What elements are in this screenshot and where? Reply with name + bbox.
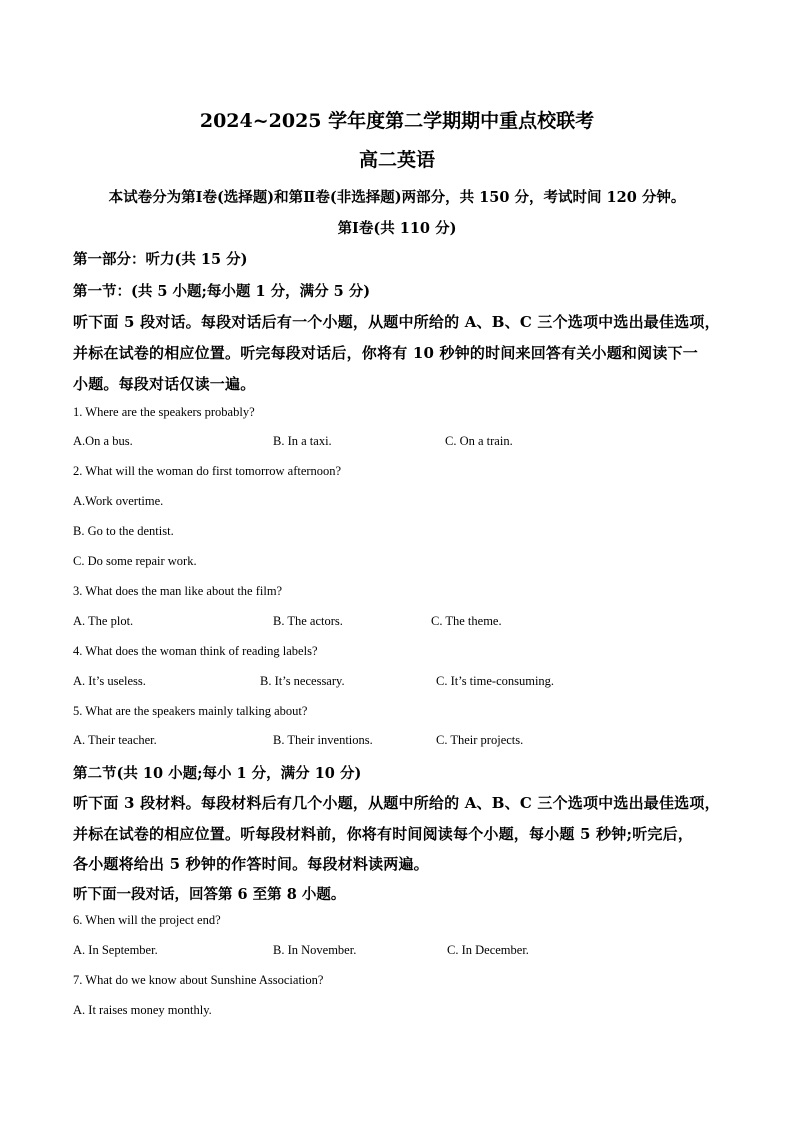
q6-option-a: A. In September. — [73, 943, 158, 957]
q1-option-a: A.On a bus. — [73, 434, 133, 448]
question-3: 3. What does the man like about the film? — [73, 584, 283, 598]
section1-heading: 第一节：(共 5 小题;每小题 1 分，满分 5 分) — [73, 283, 371, 300]
q4-option-a: A. It’s useless. — [73, 674, 146, 688]
q3-option-b: B. The actors. — [273, 614, 343, 628]
question-5: 5. What are the speakers mainly talking about? — [73, 704, 308, 718]
question-4: 4. What does the woman think of reading labels? — [73, 644, 318, 658]
q3-option-a: A. The plot. — [73, 614, 134, 628]
q7-option-a: A. It raises money monthly. — [73, 1003, 212, 1017]
q5-option-b: B. Their inventions. — [273, 733, 373, 747]
section1-instruction-line: 小题。每段对话仅读一遍。 — [73, 375, 256, 393]
volume1-title: 第Ⅰ卷(共 110 分) — [337, 220, 457, 237]
part1-heading: 第一部分：听力(共 15 分) — [73, 251, 248, 268]
section2-instruction-line: 并标在试卷的相应位置。听每段材料前，你将有时间阅读每个小题，每小题 5 秒钟;听完后， — [73, 825, 694, 843]
exam-subject: 高二英语 — [358, 149, 435, 171]
q2-option-a: A.Work overtime. — [73, 494, 164, 508]
q1-option-b: B. In a taxi. — [273, 434, 332, 448]
q6-option-c: C. In December. — [447, 943, 529, 957]
exam-title: 2024~2025 学年度第二学期期中重点校联考 — [199, 110, 595, 132]
question-6: 6. When will the project end? — [73, 913, 221, 927]
question-2: 2. What will the woman do first tomorrow afternoon? — [73, 464, 342, 478]
q6-option-b: B. In November. — [273, 943, 357, 957]
q4-option-c: C. It’s time-consuming. — [436, 674, 555, 688]
question-7: 7. What do we know about Sunshine Association? — [73, 973, 324, 987]
section2-instruction-line: 听下面 3 段材料。每段材料后有几个小题，从题中所给的 A、B、C 三个选项中选出最佳选项， — [73, 794, 720, 812]
q1-option-c: C. On a train. — [445, 434, 513, 448]
q2-option-c: C. Do some repair work. — [73, 554, 197, 568]
section2-heading: 第二节(共 10 小题;每小 1 分，满分 10 分) — [73, 765, 362, 782]
q5-option-a: A. Their teacher. — [73, 733, 157, 747]
section2-subheading: 听下面一段对话，回答第 6 至第 8 小题。 — [73, 886, 346, 903]
q2-option-b: B. Go to the dentist. — [73, 524, 174, 538]
q3-option-c: C. The theme. — [431, 614, 502, 628]
q4-option-b: B. It’s necessary. — [260, 674, 345, 688]
section1-instruction-line: 并标在试卷的相应位置。听完每段对话后，你将有 10 秒钟的时间来回答有关小题和阅读下一 — [73, 344, 698, 362]
question-1: 1. Where are the speakers probably? — [73, 405, 255, 419]
section2-instruction-line: 各小题将给出 5 秒钟的作答时间。每段材料读两遍。 — [73, 855, 429, 873]
section1-instruction-line: 听下面 5 段对话。每段对话后有一个小题，从题中所给的 A、B、C 三个选项中选出最佳选项， — [73, 313, 720, 331]
q5-option-c: C. Their projects. — [436, 733, 524, 747]
exam-note: 本试卷分为第Ⅰ卷(选择题)和第Ⅱ卷(非选择题)两部分，共 150 分，考试时间 120 分钟。 — [108, 189, 686, 206]
